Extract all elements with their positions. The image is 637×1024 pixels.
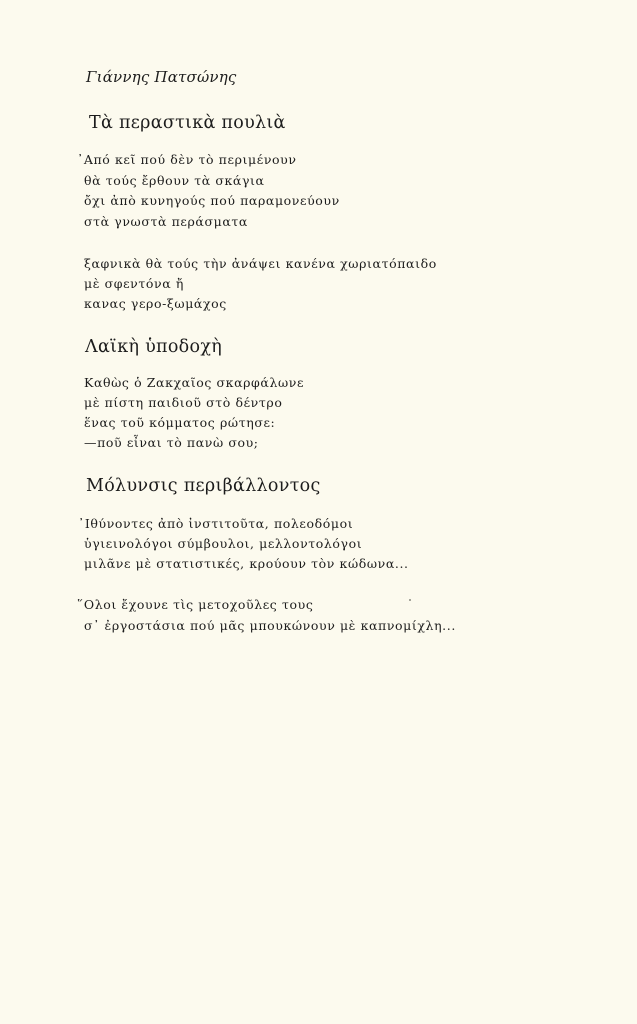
poem-line: μιλᾶνε μὲ στατιστικές, κρούουν τὸν κώδωνα... xyxy=(84,556,409,571)
poem-line: ᾽Ιθύνοντες ἀπὸ ἰνστιτοῦτα, πολεοδόμοι xyxy=(78,516,354,531)
poem-line: σ᾽ ἐργοστάσια πού μᾶς μπουκώνουν μὲ καπνομίχλη... xyxy=(84,618,456,633)
poem-line: ᾽Από κεῖ πού δὲν τὸ περιμένουν xyxy=(77,152,297,167)
poem-line: ἕνας τοῦ κόμματος ρώτησε: xyxy=(84,415,276,430)
poem-line: ξαφνικὰ θὰ τούς τὴν ἀνάψει κανένα χωριατόπαιδο xyxy=(84,256,437,271)
poem-line: μὲ πίστη παιδιοῦ στὸ δέντρο xyxy=(84,395,283,410)
author-name: Γιάννης Πατσώνης xyxy=(86,68,237,86)
poem-line: —ποῦ εἶναι τὸ πανὼ σου; xyxy=(84,435,259,450)
poem-line: Καθὼς ὁ Ζακχαῖος σκαρφάλωνε xyxy=(84,375,305,390)
poem-line: στὰ γνωστὰ περάσματα xyxy=(84,214,248,229)
poem-line: μὲ σφεντόνα ἤ xyxy=(84,276,184,291)
poem-line: θὰ τούς ἔρθουν τὰ σκάγια xyxy=(84,173,265,188)
poem-line: ὑγιεινολόγοι σύμβουλοι, μελλοντολόγοι xyxy=(84,536,363,551)
poem-line: κανας γερο-ξωμάχος xyxy=(84,296,227,311)
paper-speck xyxy=(409,599,411,601)
poem-title: Μόλυνσις περιβάλλοντος xyxy=(86,476,321,496)
poem-title: Λαϊκὴ ὑποδοχὴ xyxy=(85,337,223,357)
poem-title: Τὰ περαστικὰ πουλιὰ xyxy=(89,113,286,133)
poem-line: ὄχι ἀπὸ κυνηγούς πού παραμονεύουν xyxy=(84,193,340,208)
poem-line: ῞Ολοι ἔχουνε τὶς μετοχοῦλες τους xyxy=(77,597,314,612)
